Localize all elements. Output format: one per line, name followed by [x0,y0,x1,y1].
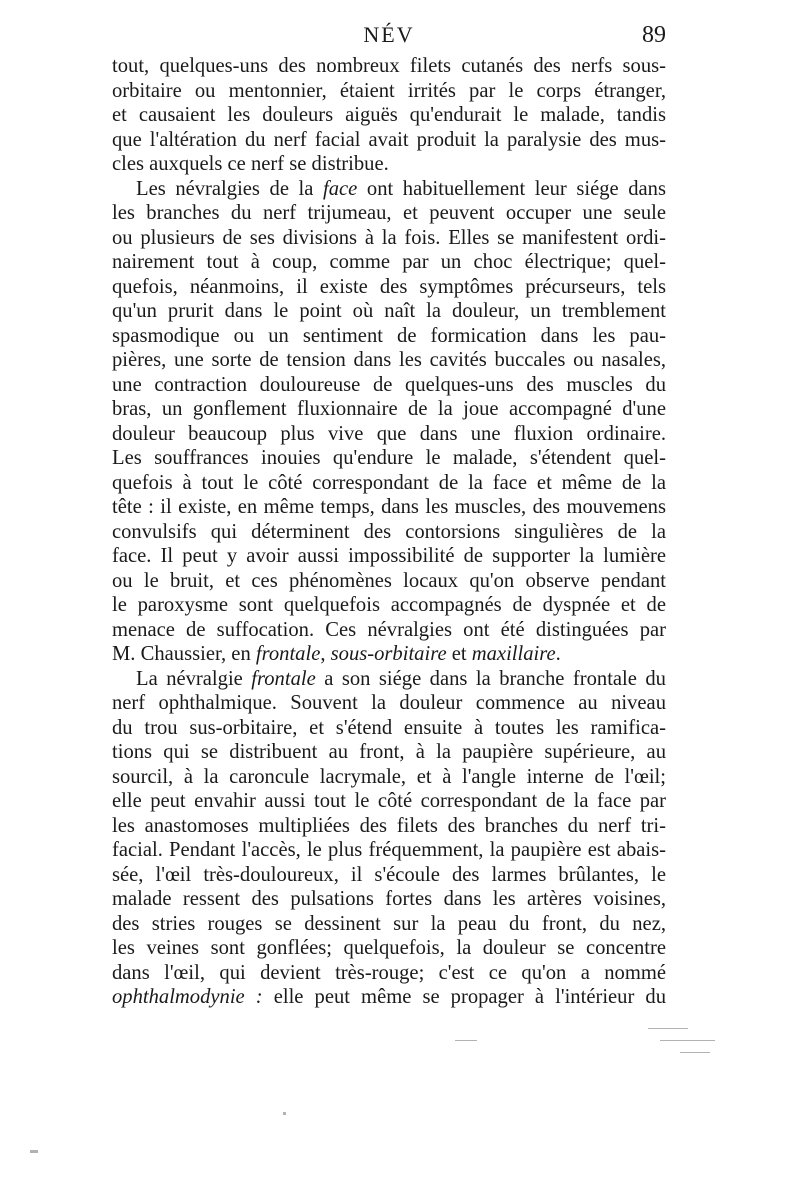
text-line [112,716,666,741]
text-line [112,79,666,104]
text-line [112,54,666,79]
text-line [112,887,666,912]
text-line [112,618,666,643]
text-run: ou plusieurs de ses divisions à la fois. Elles se manifestent ordi- [112,226,666,249]
text-run: tout, quelques-uns des nombreux filets cutanés des nerfs sous- [112,55,666,77]
text-run: les anastomoses multipliées des filets des branches du nerf tri- [112,814,666,837]
text-run: orbitaire ou mentonnier, étaient irrités par le corps étranger, [112,79,666,102]
text-line [112,177,666,202]
scan-speck [648,1028,688,1029]
text-line [112,667,666,692]
text-line [112,863,666,888]
text-line [112,495,666,520]
text-run: le paroxysme sont quelquefois accompagnés de dyspnée et de [112,594,666,616]
text-run: elle peut même se propager à l'intérieur du [262,986,666,1008]
text-run: convulsifs qui déterminent des contorsions singulières de la [112,520,666,543]
text-run: La névralgie [136,667,252,690]
text-run: malade ressent des pulsations fortes dans les artères voisines, [112,888,666,910]
text-run: facial. Pendant l'accès, le plus fréquemment, la paupière est abais- [112,839,666,861]
text-line [112,250,666,275]
text-line [112,569,666,594]
text-run: a son siége dans la branche frontale du [315,667,666,690]
text-run: les veines sont gonflées; quelquefois, la douleur se concentre [112,937,666,959]
text-line [112,446,666,471]
italic-term: frontale [255,643,321,665]
text-line [112,226,666,251]
text-line [112,789,666,814]
text-line [112,397,666,422]
text-line [112,838,666,863]
text-run: tête : il existe, en même temps, dans les muscles, des mouvemens [112,496,666,518]
text-line [112,422,666,447]
text-run: elle peut envahir aussi tout le côté correspondant de la face par [112,790,666,812]
text-line [112,103,666,128]
italic-term: ophthalmodynie : [112,986,263,1008]
text-run: et [446,643,472,665]
text-run: quefois, néanmoins, il existe des symptômes précurseurs, tels [112,275,666,298]
text-run: spasmodique ou un sentiment de formication dans les pau- [112,324,666,347]
text-line [112,814,666,839]
italic-term: maxillaire [471,643,556,665]
text-run: menace de suffocation. Ces névralgies ont été distinguées par [112,618,666,641]
text-line [112,299,666,324]
text-line [112,152,666,177]
text-line [112,936,666,961]
text-run: bras, un gonflement fluxionnaire de la joue accompagné d'une [112,398,666,420]
text-run: face. Il peut y avoir aussi impossibilité de supporter la lumière [112,545,666,567]
text-run: . [555,643,561,665]
text-line [112,520,666,545]
text-line [112,471,666,496]
text-line [112,324,666,349]
text-line [112,642,666,667]
text-run: quefois à tout le côté correspondant de la face et même de la [112,471,666,494]
text-line [112,985,666,1010]
italic-term: sous-orbitaire [330,643,447,665]
scan-speck [455,1040,477,1041]
text-run: une contraction douloureuse de quelques-uns des muscles du [112,373,666,396]
text-run: ou le bruit, et ces phénomènes locaux qu'on observe pendant [112,569,666,592]
text-run: douleur beaucoup plus vive que dans une fluxion ordinaire. [112,422,666,445]
text-run: et causaient les douleurs aiguës qu'endurait le malade, tandis [112,104,666,126]
text-run: M. Chaussier, en [112,643,256,665]
text-line [112,691,666,716]
text-run: des stries rouges se dessinent sur la peau du front, du nez, [112,912,666,935]
text-run: qu'un prurit dans le point où naît la douleur, un tremblement [112,300,666,322]
scan-speck [283,1112,286,1115]
text-line [112,912,666,937]
text-line [112,128,666,153]
page-number: 89 [642,22,666,48]
italic-term: frontale [251,667,316,690]
text-run: nerf ophthalmique. Souvent la douleur commence au niveau [112,692,666,714]
text-run: Les souffrances inouies qu'endure le malade, s'étendent quel- [112,447,666,469]
text-run: nairement tout à coup, comme par un choc électrique; quel- [112,251,666,273]
text-line [112,348,666,373]
text-line [112,373,666,398]
text-run: ont habituellement leur siége dans [357,177,666,200]
scan-speck [680,1052,710,1053]
body-text [112,54,666,1010]
text-line [112,961,666,986]
running-head-title: NÉV [363,22,415,47]
text-run: les branches du nerf trijumeau, et peuvent occuper une seule [112,202,666,224]
text-run: sée, l'œil très-douloureux, il s'écoule des larmes brûlantes, le [112,863,666,886]
text-line [112,740,666,765]
text-line [112,544,666,569]
italic-term: face [323,177,358,200]
text-run: du trou sus-orbitaire, et s'étend ensuite à toutes les ramifica- [112,716,666,739]
running-head [112,18,666,52]
text-line [112,201,666,226]
text-line [112,765,666,790]
text-run: , [320,643,331,665]
scan-speck [30,1150,38,1153]
text-line [112,275,666,300]
text-run: que l'altération du nerf facial avait produit la paralysie des mus- [112,128,666,151]
text-run: tions qui se distribuent au front, à la paupière supérieure, au [112,741,666,763]
text-run: cles auxquels ce nerf se distribue. [112,153,389,175]
text-run: Les névralgies de la [136,177,323,200]
text-run: sourcil, à la caroncule lacrymale, et à l'angle interne de l'œil; [112,765,666,788]
text-line [112,593,666,618]
text-run: pières, une sorte de tension dans les cavités buccales ou nasales, [112,349,666,371]
text-run: dans l'œil, qui devient très-rouge; c'est ce qu'on a nommé [112,961,666,984]
scan-speck [660,1040,715,1041]
